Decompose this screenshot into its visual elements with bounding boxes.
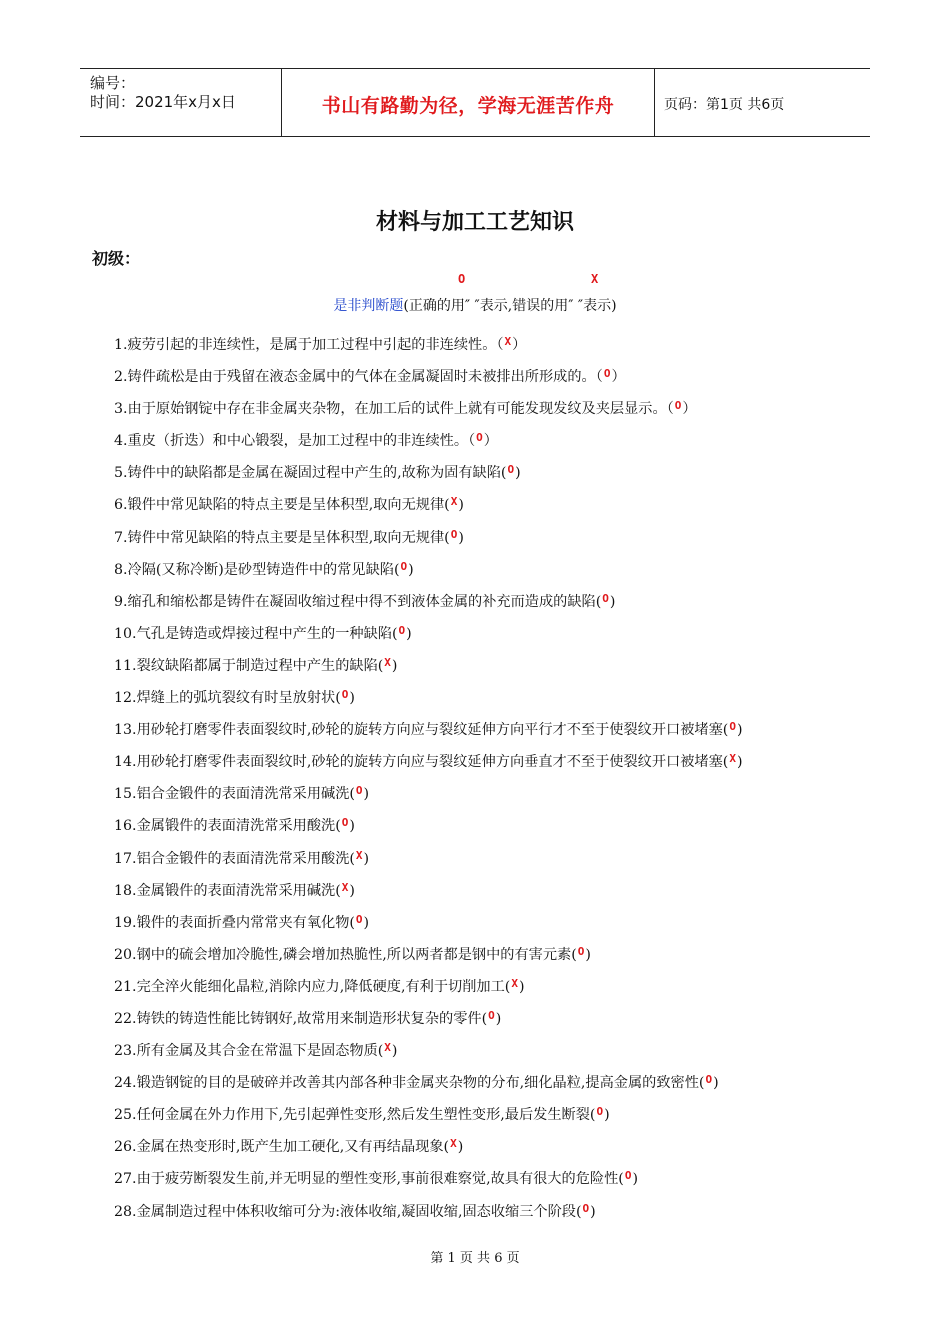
question-close: ) bbox=[609, 593, 616, 610]
wrong-mark-icon: X bbox=[341, 880, 349, 894]
correct-mark-icon: O bbox=[507, 463, 515, 477]
question-item bbox=[114, 848, 874, 880]
serial-label: 编号： bbox=[90, 74, 136, 92]
question-item bbox=[114, 944, 874, 976]
question-item bbox=[114, 783, 874, 815]
correct-mark-icon: O bbox=[355, 784, 363, 798]
question-close: ) bbox=[408, 561, 414, 578]
question-text: 13.用砂轮打磨零件表面裂纹时,砂轮的旋转方向应与裂纹延伸方向平行才不至于使裂纹开口被堵塞( bbox=[114, 722, 729, 739]
correct-mark-icon: O bbox=[705, 1073, 713, 1087]
question-text: 3.由于原始钢锭中存在非金属夹杂物，在加工后的试件上就有可能发现发纹及夹层显示。（ bbox=[114, 401, 674, 418]
question-item bbox=[114, 912, 874, 944]
legend-line bbox=[0, 295, 950, 315]
correct-mark-icon: O bbox=[582, 1201, 590, 1215]
correct-mark-icon: O bbox=[624, 1169, 632, 1183]
question-item bbox=[114, 398, 874, 430]
wrong-mark-icon: X bbox=[511, 976, 518, 990]
question-close: ) bbox=[515, 465, 521, 482]
legend-text: (正确的用″ ″表示,错误的用″ ″表示) bbox=[403, 298, 617, 314]
correct-mark-icon: O bbox=[603, 367, 611, 381]
question-text: 2.铸件疏松是由于残留在液态金属中的气体在金属凝固时未被排出所形成的。（ bbox=[114, 369, 603, 386]
page-footer: 第 1 页 共 6 页 bbox=[430, 1251, 520, 1266]
question-text: 26.金属在热变形时,既产生加工硬化,又有再结晶现象( bbox=[114, 1139, 450, 1156]
question-close: ) bbox=[363, 914, 370, 931]
question-text: 5.铸件中的缺陷都是金属在凝固过程中产生的,故称为固有缺陷( bbox=[114, 465, 507, 482]
question-close: ) bbox=[391, 657, 398, 674]
wrong-mark-icon: X bbox=[450, 1137, 457, 1151]
question-text: 1.疲劳引起的非连续性，是属于加工过程中引起的非连续性。（ bbox=[114, 337, 504, 353]
wrong-mark-icon: X bbox=[355, 848, 363, 862]
question-item bbox=[114, 366, 874, 398]
time-label: 时间：2021年x月x日 bbox=[90, 93, 236, 111]
correct-mark-icon: O bbox=[450, 527, 458, 541]
question-close: ) bbox=[713, 1075, 719, 1092]
question-text: 23.所有金属及其合金在常温下是固态物质( bbox=[114, 1043, 384, 1060]
question-item bbox=[114, 719, 874, 751]
question-item bbox=[114, 1201, 874, 1233]
header-page-cell bbox=[654, 69, 870, 136]
question-close: ) bbox=[457, 1139, 464, 1156]
question-close: ) bbox=[349, 818, 355, 835]
question-item bbox=[114, 976, 874, 1008]
question-text: 16.金属锻件的表面清洗常采用酸洗( bbox=[114, 818, 341, 835]
header-motto-cell bbox=[281, 69, 655, 136]
question-text: 27.由于疲劳断裂发生前,并无明显的塑性变形,事前很难察觉,故具有很大的危险性( bbox=[114, 1171, 624, 1188]
question-text: 9.缩孔和缩松都是铸件在凝固收缩过程中得不到液体金属的补充而造成的缺陷( bbox=[114, 593, 602, 610]
question-item bbox=[114, 462, 874, 494]
question-text: 7.铸件中常见缺陷的特点主要是呈体积型,取向无规律( bbox=[114, 529, 450, 546]
question-close: ) bbox=[406, 625, 412, 642]
correct-mark-icon: O bbox=[577, 944, 585, 958]
correct-mark-icon: O bbox=[398, 623, 406, 637]
question-text: 15.铝合金锻件的表面清洗常采用碱洗( bbox=[114, 786, 355, 803]
question-close: ) bbox=[736, 722, 743, 739]
question-item bbox=[114, 1008, 874, 1040]
question-close: ) bbox=[736, 754, 743, 771]
question-text: 24.锻造钢锭的目的是破碎并改善其内部各种非金属夹杂物的分布,细化晶粒,提高金属的致密性( bbox=[114, 1075, 705, 1092]
correct-mark-icon: O bbox=[602, 591, 609, 605]
question-close: ） bbox=[611, 369, 626, 386]
question-item bbox=[114, 559, 874, 591]
question-item bbox=[114, 494, 874, 526]
question-item bbox=[114, 1104, 874, 1136]
question-text: 25.任何金属在外力作用下,先引起弹性变形,然后发生塑性变形,最后发生断裂( bbox=[114, 1107, 596, 1124]
question-list bbox=[114, 334, 874, 1233]
question-text: 14.用砂轮打磨零件表面裂纹时,砂轮的旋转方向应与裂纹延伸方向垂直才不至于使裂纹开口被堵塞( bbox=[114, 754, 729, 771]
wrong-mark-icon: X bbox=[504, 335, 512, 348]
question-item bbox=[114, 1040, 874, 1072]
question-text: 18.金属锻件的表面清洗常采用碱洗( bbox=[114, 882, 341, 899]
question-close: ） bbox=[483, 433, 498, 450]
question-item bbox=[114, 687, 874, 719]
header-table bbox=[80, 68, 870, 137]
question-text: 28.金属制造过程中体积收缩可分为:液体收缩,凝固收缩,固态收缩三个阶段( bbox=[114, 1203, 582, 1220]
question-item bbox=[114, 1072, 874, 1104]
correct-mark-icon: O bbox=[476, 431, 483, 445]
question-text: 17.铝合金锻件的表面清洗常采用酸洗( bbox=[114, 850, 355, 867]
question-item bbox=[114, 815, 874, 847]
wrong-mark-icon: X bbox=[384, 1041, 391, 1055]
page-info: 页码：第1页 共6页 bbox=[664, 97, 785, 113]
question-close: ） bbox=[682, 401, 697, 418]
question-close: ) bbox=[363, 786, 370, 803]
motto: 书山有路勤为径，学海无涯苦作舟 bbox=[321, 95, 615, 117]
question-close: ) bbox=[391, 1043, 398, 1060]
section-label: 是非判断题 bbox=[333, 298, 404, 314]
question-text: 4.重皮（折迭）和中心锻裂，是加工过程中的非连续性。（ bbox=[114, 433, 476, 450]
document-title: 材料与加工工艺知识 bbox=[375, 209, 574, 235]
question-close: ) bbox=[518, 978, 525, 995]
question-text: 10.气孔是铸造或焊接过程中产生的一种缺陷( bbox=[114, 625, 398, 642]
question-close: ) bbox=[458, 529, 464, 546]
correct-mark-icon: O bbox=[341, 688, 349, 702]
wrong-mark-icon: X bbox=[450, 495, 458, 509]
question-close: ) bbox=[349, 690, 355, 707]
question-item bbox=[114, 334, 874, 366]
correct-mark-icon: O bbox=[729, 720, 736, 734]
question-item bbox=[114, 430, 874, 462]
question-close: ) bbox=[458, 497, 464, 514]
question-text: 6.锻件中常见缺陷的特点主要是呈体积型,取向无规律( bbox=[114, 497, 450, 514]
question-close: ） bbox=[512, 337, 527, 353]
question-close: ) bbox=[585, 946, 591, 963]
wrong-mark-icon: X bbox=[384, 655, 391, 669]
wrong-mark-icon: X bbox=[729, 752, 736, 766]
question-item bbox=[114, 751, 874, 783]
legend-correct-mark: O bbox=[458, 272, 466, 286]
question-item bbox=[114, 1136, 874, 1168]
correct-mark-icon: O bbox=[596, 1105, 604, 1119]
correct-mark-icon: O bbox=[674, 399, 682, 413]
question-item bbox=[114, 527, 874, 559]
question-text: 11.裂纹缺陷都属于制造过程中产生的缺陷( bbox=[114, 657, 384, 674]
question-item bbox=[114, 623, 874, 655]
correct-mark-icon: O bbox=[488, 1008, 495, 1022]
question-item bbox=[114, 880, 874, 912]
question-text: 19.锻件的表面折叠内常常夹有氧化物( bbox=[114, 914, 355, 931]
question-text: 12.焊缝上的弧坑裂纹有时呈放射状( bbox=[114, 690, 341, 707]
question-text: 22.铸铁的铸造性能比铸钢好,故常用来制造形状复杂的零件( bbox=[114, 1010, 488, 1027]
question-item bbox=[114, 655, 874, 687]
correct-mark-icon: O bbox=[341, 816, 349, 830]
question-text: 8.冷隔(又称冷断)是砂型铸造件中的常见缺陷( bbox=[114, 561, 400, 578]
question-item bbox=[114, 591, 874, 623]
question-close: ) bbox=[495, 1010, 502, 1027]
question-text: 20.钢中的硫会增加冷脆性,磷会增加热脆性,所以两者都是钢中的有害元素( bbox=[114, 946, 577, 963]
level-heading: 初级： bbox=[92, 249, 141, 268]
question-close: ) bbox=[604, 1107, 610, 1124]
correct-mark-icon: O bbox=[400, 559, 408, 573]
question-close: ) bbox=[349, 882, 355, 899]
question-item bbox=[114, 1168, 874, 1200]
question-text: 21.完全淬火能细化晶粒,消除内应力,降低硬度,有利于切削加工( bbox=[114, 978, 511, 995]
header-meta-cell bbox=[80, 69, 281, 136]
question-close: ) bbox=[632, 1171, 638, 1188]
question-close: ) bbox=[590, 1203, 596, 1220]
correct-mark-icon: O bbox=[355, 912, 363, 926]
legend-wrong-mark: X bbox=[591, 272, 599, 286]
question-close: ) bbox=[363, 850, 370, 867]
